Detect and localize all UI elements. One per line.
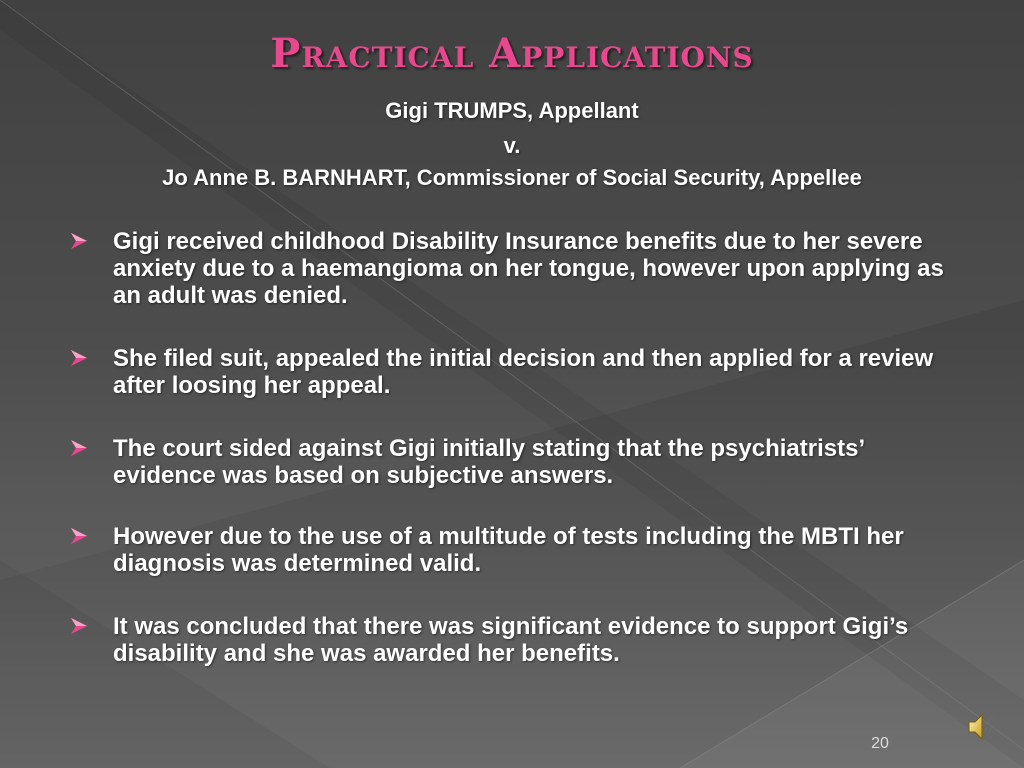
bullet-list	[65, 228, 970, 667]
arrow-bullet-icon	[69, 617, 89, 635]
bullet-item	[65, 435, 970, 489]
bullet-item	[65, 523, 970, 577]
page-number: 20	[871, 735, 889, 752]
arrow-bullet-icon	[69, 527, 89, 545]
bullet-item	[65, 613, 970, 667]
case-appellee: Jo Anne B. BARNHART, Commissioner of Social Security, Appellee	[162, 165, 862, 190]
bullet-text: She filed suit, appealed the initial decision and then applied for a review after loosing her appeal.	[113, 345, 934, 399]
bullet-text: Gigi received childhood Disability Insurance benefits due to her severe anxiety due to a haemangioma on her tongue, however upon applying as an adult was denied.	[113, 228, 944, 309]
bullet-text: However due to the use of a multitude of tests including the MBTI her diagnosis was determined valid.	[113, 523, 904, 577]
speaker-icon[interactable]	[966, 711, 996, 743]
arrow-bullet-icon	[69, 349, 89, 367]
bullet-item	[65, 228, 970, 309]
arrow-bullet-icon	[69, 232, 89, 250]
case-appellant: Gigi TRUMPS, Appellant	[385, 98, 639, 123]
bullet-text: The court sided against Gigi initially stating that the psychiatrists’ evidence was based on subjective answers.	[113, 435, 864, 489]
slide-title: Practical Applications	[270, 30, 754, 77]
case-versus: v.	[503, 133, 521, 158]
arrow-bullet-icon	[69, 439, 89, 457]
bullet-item	[65, 345, 970, 399]
bullet-text: It was concluded that there was significant evidence to support Gigi’s disability and she was awarded her benefits.	[113, 613, 909, 667]
